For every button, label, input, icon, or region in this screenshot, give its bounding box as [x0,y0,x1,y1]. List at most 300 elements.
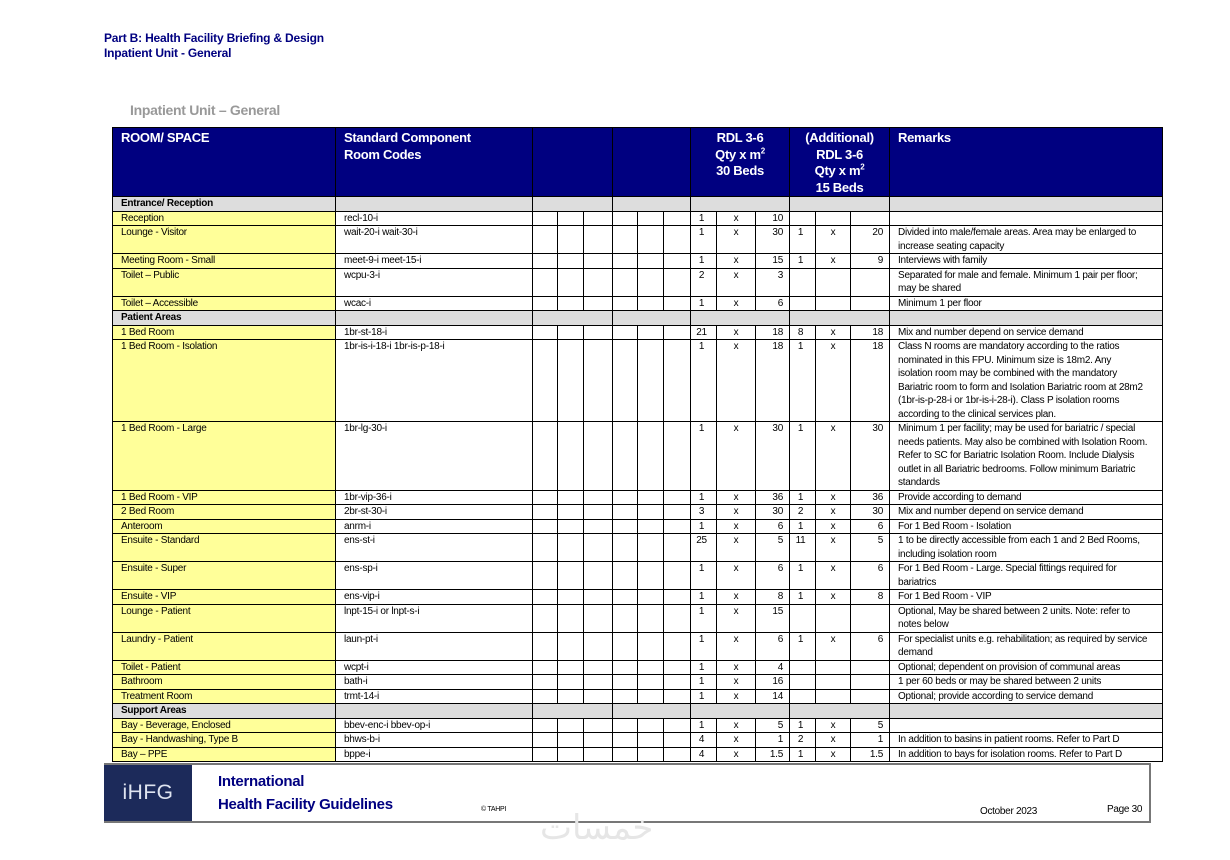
room-code: wait-20-i wait-30-i [336,226,533,254]
section-label: Entrance/ Reception [113,197,336,212]
section-cell [613,704,691,719]
room-schedule-table [112,127,1163,762]
rdl-times: x [717,519,756,534]
empty-cell [584,296,613,311]
org-line2: Health Facility Guidelines [218,796,393,813]
table-row [113,268,1163,296]
empty-cell [664,490,691,505]
room-name: Treatment Room [113,689,336,704]
table-row [113,660,1163,675]
add-area: 36 [851,490,890,505]
empty-cell [613,604,638,632]
rdl-times: x [717,632,756,660]
empty-cell [558,590,584,605]
rdl-qty: 4 [691,733,717,748]
empty-cell [638,632,664,660]
rdl-qty: 1 [691,211,717,226]
add-area: 8 [851,590,890,605]
section-label: Support Areas [113,704,336,719]
room-code: lnpt-15-i or lnpt-s-i [336,604,533,632]
document-header [104,31,324,61]
empty-cell [558,718,584,733]
table-row [113,689,1163,704]
rdl-qty: 1 [691,718,717,733]
empty-cell [613,325,638,340]
col-remarks: Remarks [890,128,1163,197]
rdl-times: x [717,604,756,632]
empty-cell [613,268,638,296]
add-area [851,660,890,675]
room-code: wcac-i [336,296,533,311]
add-times [816,296,851,311]
room-code: ens-sp-i [336,562,533,590]
remarks: 1 to be directly accessible from each 1 and 2 Bed Rooms, including isolation room [890,534,1163,562]
table-row [113,325,1163,340]
add-area [851,675,890,690]
add-area: 6 [851,562,890,590]
table-row [113,562,1163,590]
empty-cell [558,632,584,660]
empty-cell [558,254,584,269]
add-area: 6 [851,632,890,660]
remarks: For specialist units e.g. rehabilitation; as required by service demand [890,632,1163,660]
add-times [816,211,851,226]
add-area: 18 [851,340,890,422]
empty-cell [638,689,664,704]
empty-cell [558,226,584,254]
empty-cell [638,675,664,690]
rdl-area: 5 [756,718,790,733]
room-name: Lounge - Visitor [113,226,336,254]
empty-cell [584,505,613,520]
rdl-area: 14 [756,689,790,704]
room-name: Bathroom [113,675,336,690]
rdl-area: 36 [756,490,790,505]
empty-cell [533,689,558,704]
empty-cell [664,268,691,296]
rdl-area: 15 [756,254,790,269]
rdl-qty: 4 [691,747,717,762]
section-cell [691,311,790,326]
room-name: Bay - Handwashing, Type B [113,733,336,748]
remarks: For 1 Bed Room - Large. Special fittings required for bariatrics [890,562,1163,590]
empty-cell [638,490,664,505]
add-times [816,675,851,690]
empty-cell [613,340,638,422]
empty-cell [584,632,613,660]
add-qty [790,604,816,632]
empty-cell [533,325,558,340]
empty-cell [584,490,613,505]
empty-cell [533,590,558,605]
empty-cell [533,268,558,296]
empty-cell [584,226,613,254]
empty-cell [664,226,691,254]
rdl-qty: 1 [691,604,717,632]
empty-cell [638,590,664,605]
col-empty-2 [613,128,691,197]
empty-cell [613,490,638,505]
rdl-qty: 1 [691,296,717,311]
empty-cell [638,660,664,675]
remarks: 1 per 60 beds or may be shared between 2 units [890,675,1163,690]
room-name: Toilet - Patient [113,660,336,675]
empty-cell [533,490,558,505]
remarks: Optional, May be shared between 2 units. Note: refer to notes below [890,604,1163,632]
rdl-area: 10 [756,211,790,226]
empty-cell [613,590,638,605]
rdl-area: 6 [756,632,790,660]
room-name: Ensuite - VIP [113,590,336,605]
rdl-area: 6 [756,519,790,534]
add-qty: 1 [790,226,816,254]
empty-cell [558,505,584,520]
add-qty: 2 [790,733,816,748]
rdl-times: x [717,689,756,704]
rdl-area: 30 [756,226,790,254]
remarks: Minimum 1 per floor [890,296,1163,311]
add-times: x [816,490,851,505]
empty-cell [558,534,584,562]
section-cell [336,197,533,212]
empty-cell [613,226,638,254]
room-name: 1 Bed Room [113,325,336,340]
rdl-qty: 1 [691,226,717,254]
remarks: In addition to basins in patient rooms. Refer to Part D [890,733,1163,748]
add-qty [790,689,816,704]
rdl-qty: 1 [691,689,717,704]
empty-cell [558,733,584,748]
room-code: 1br-st-18-i [336,325,533,340]
rdl-area: 6 [756,562,790,590]
rdl-area: 30 [756,505,790,520]
rdl-area: 8 [756,590,790,605]
rdl-qty: 3 [691,505,717,520]
room-code: 2br-st-30-i [336,505,533,520]
room-name: Reception [113,211,336,226]
add-area: 20 [851,226,890,254]
unit-title: Inpatient Unit - General [104,46,232,60]
empty-cell [664,325,691,340]
empty-cell [558,325,584,340]
remarks [890,211,1163,226]
empty-cell [584,534,613,562]
rdl-qty: 25 [691,534,717,562]
empty-cell [533,519,558,534]
remarks: For 1 Bed Room - VIP [890,590,1163,605]
add-qty: 1 [790,340,816,422]
table-header-row [113,128,1163,197]
remarks: Divided into male/female areas. Area may be enlarged to increase seating capacity [890,226,1163,254]
section-cell [890,704,1163,719]
room-code: trmt-14-i [336,689,533,704]
add-area: 30 [851,422,890,491]
room-code: bhws-b-i [336,733,533,748]
rdl-area: 4 [756,660,790,675]
empty-cell [613,747,638,762]
empty-cell [664,422,691,491]
table-row [113,422,1163,491]
rdl-times: x [717,675,756,690]
rdl-qty: 1 [691,254,717,269]
table-row [113,733,1163,748]
rdl-times: x [717,747,756,762]
empty-cell [533,718,558,733]
empty-cell [664,604,691,632]
add-times: x [816,562,851,590]
empty-cell [558,296,584,311]
rdl-area: 30 [756,422,790,491]
rdl-times: x [717,660,756,675]
rdl-qty: 2 [691,268,717,296]
remarks: For 1 Bed Room - Isolation [890,519,1163,534]
room-code: ens-vip-i [336,590,533,605]
empty-cell [533,422,558,491]
empty-cell [533,733,558,748]
empty-cell [533,747,558,762]
empty-cell [613,733,638,748]
rdl-qty: 1 [691,340,717,422]
remarks: Optional; dependent on provision of communal areas [890,660,1163,675]
rdl-qty: 1 [691,660,717,675]
room-name: 1 Bed Room - Large [113,422,336,491]
empty-cell [613,211,638,226]
empty-cell [664,519,691,534]
add-qty [790,675,816,690]
rdl-qty: 21 [691,325,717,340]
part-title: Part B: Health Facility Briefing & Design [104,31,324,45]
empty-cell [533,534,558,562]
empty-cell [613,562,638,590]
add-times: x [816,505,851,520]
empty-cell [558,604,584,632]
room-name: Toilet – Public [113,268,336,296]
empty-cell [584,747,613,762]
empty-cell [584,340,613,422]
add-times: x [816,422,851,491]
room-code: recl-10-i [336,211,533,226]
empty-cell [533,226,558,254]
add-qty: 1 [790,562,816,590]
rdl-qty: 1 [691,590,717,605]
add-times: x [816,226,851,254]
rdl-sup: 2 [760,146,765,156]
empty-cell [638,268,664,296]
empty-cell [613,505,638,520]
rdl-line1: RDL 3-6 [716,130,764,145]
rdl-times: x [717,340,756,422]
add-times: x [816,519,851,534]
col-empty-1 [533,128,613,197]
empty-cell [638,562,664,590]
empty-cell [664,689,691,704]
org-line1: International [218,773,305,790]
room-code: laun-pt-i [336,632,533,660]
add-times [816,604,851,632]
rdl-line3: 30 Beds [716,163,764,178]
rdl-times: x [717,211,756,226]
rdl-times: x [717,254,756,269]
empty-cell [638,718,664,733]
rdl-qty: 1 [691,675,717,690]
empty-cell [584,590,613,605]
empty-cell [664,718,691,733]
room-code: wcpu-3-i [336,268,533,296]
section-cell [613,311,691,326]
empty-cell [533,505,558,520]
col-room-codes-line1: Standard Component [344,130,471,145]
empty-cell [533,562,558,590]
rdl-qty: 1 [691,490,717,505]
add-times: x [816,733,851,748]
room-name: 1 Bed Room - Isolation [113,340,336,422]
add-area: 5 [851,718,890,733]
add-area [851,604,890,632]
empty-cell [584,718,613,733]
rdl-area: 1 [756,733,790,748]
room-code: 1br-is-i-18-i 1br-is-p-18-i [336,340,533,422]
add-area [851,268,890,296]
rdl-area: 16 [756,675,790,690]
add-qty [790,296,816,311]
room-name: Bay - Beverage, Enclosed [113,718,336,733]
footer-date: October 2023 [980,806,1037,817]
add-area: 5 [851,534,890,562]
table-row [113,632,1163,660]
room-code: meet-9-i meet-15-i [336,254,533,269]
remarks: Class N rooms are mandatory according to the ratios nominated in this FPU. Minimum size is 18m2. Any isolation room may be combined with the mandatory Bariatric room to form and Isolation Bariatric room at 28m2 (1br-is-p-28-i or 1br-is-i-28-i). Class P isolation rooms according to the clinical services plan. [890,340,1163,422]
add-qty: 1 [790,490,816,505]
empty-cell [558,519,584,534]
rdl-area: 18 [756,325,790,340]
empty-cell [558,268,584,296]
rdl-times: x [717,422,756,491]
empty-cell [584,268,613,296]
section-row [113,197,1163,212]
add-area: 1.5 [851,747,890,762]
rdl-times: x [717,268,756,296]
empty-cell [613,534,638,562]
room-name: Bay – PPE [113,747,336,762]
empty-cell [664,660,691,675]
empty-cell [533,604,558,632]
empty-cell [638,226,664,254]
empty-cell [613,296,638,311]
rdl-area: 15 [756,604,790,632]
rdl-times: x [717,325,756,340]
room-name: 2 Bed Room [113,505,336,520]
remarks: Separated for male and female. Minimum 1 pair per floor; may be shared [890,268,1163,296]
rdl-qty: 1 [691,519,717,534]
empty-cell [664,590,691,605]
add-sup: 2 [860,162,865,172]
empty-cell [558,747,584,762]
rdl-times: x [717,296,756,311]
section-cell [790,197,890,212]
add-times [816,268,851,296]
add-line3: 15 Beds [815,179,864,195]
add-times: x [816,325,851,340]
table-row [113,211,1163,226]
empty-cell [533,675,558,690]
empty-cell [584,254,613,269]
rdl-times: x [717,590,756,605]
table-row [113,604,1163,632]
table-row [113,254,1163,269]
watermark: خمسات [540,808,654,848]
rdl-area: 1.5 [756,747,790,762]
section-cell [890,311,1163,326]
add-times: x [816,254,851,269]
empty-cell [558,689,584,704]
remarks: Interviews with family [890,254,1163,269]
empty-cell [533,632,558,660]
table-row [113,675,1163,690]
room-code: wcpt-i [336,660,533,675]
section-cell [336,704,533,719]
add-area: 18 [851,325,890,340]
empty-cell [664,675,691,690]
remarks: In addition to bays for isolation rooms. Refer to Part D [890,747,1163,762]
empty-cell [533,211,558,226]
empty-cell [584,211,613,226]
empty-cell [613,675,638,690]
col-additional-15-beds [790,128,890,197]
rdl-line2: Qty x m [715,146,761,162]
empty-cell [613,519,638,534]
empty-cell [613,718,638,733]
room-code: ens-st-i [336,534,533,562]
add-times: x [816,718,851,733]
empty-cell [558,490,584,505]
empty-cell [533,340,558,422]
room-code: anrm-i [336,519,533,534]
remarks: Mix and number depend on service demand [890,325,1163,340]
section-cell [533,704,613,719]
add-qty: 1 [790,422,816,491]
rdl-qty: 1 [691,632,717,660]
empty-cell [664,562,691,590]
room-code: bath-i [336,675,533,690]
section-cell [336,311,533,326]
empty-cell [664,505,691,520]
rdl-times: x [717,490,756,505]
empty-cell [638,422,664,491]
add-qty: 2 [790,505,816,520]
rdl-area: 3 [756,268,790,296]
empty-cell [613,422,638,491]
room-name: Laundry - Patient [113,632,336,660]
section-title: Inpatient Unit – General [130,102,280,118]
col-room-space: ROOM/ SPACE [113,128,336,197]
rdl-times: x [717,534,756,562]
rdl-area: 18 [756,340,790,422]
section-cell [890,197,1163,212]
room-name: Ensuite - Super [113,562,336,590]
add-area: 1 [851,733,890,748]
empty-cell [558,422,584,491]
page-number: Page 30 [1107,804,1143,815]
section-row [113,311,1163,326]
empty-cell [533,660,558,675]
empty-cell [638,733,664,748]
empty-cell [664,340,691,422]
section-cell [691,197,790,212]
add-qty: 1 [790,632,816,660]
add-area: 30 [851,505,890,520]
empty-cell [584,733,613,748]
empty-cell [613,660,638,675]
